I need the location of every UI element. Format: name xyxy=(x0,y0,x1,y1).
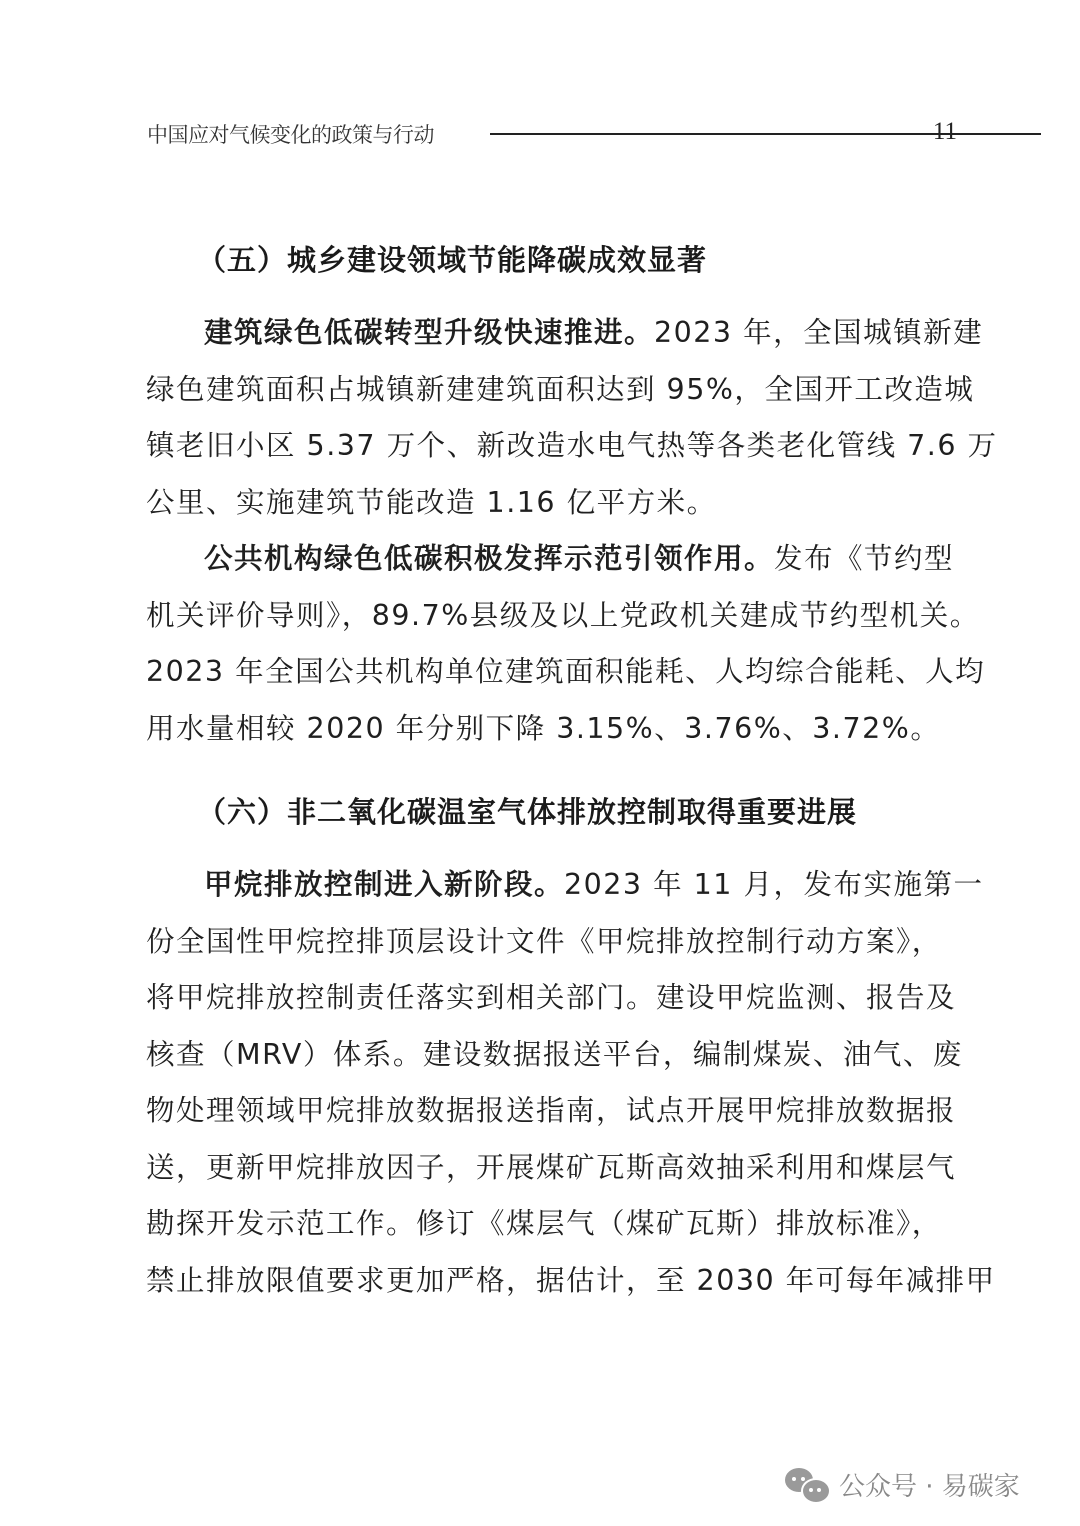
paragraph-line: 机关评价导则》，89.7%县级及以上党政机关建成节约型机关。 xyxy=(146,598,980,632)
paragraph-line: 甲烷排放控制进入新阶段。2023 年 11 月，发布实施第一 xyxy=(204,868,984,901)
paragraph-line: 物处理领域甲烷排放数据报送指南，试点开展甲烷排放数据报 xyxy=(146,1094,957,1127)
header-rule xyxy=(490,133,1041,135)
watermark xyxy=(785,1466,1020,1503)
paragraph-line: 份全国性甲烷控排顶层设计文件《甲烷排放控制行动方案》， xyxy=(146,924,942,958)
paragraph-line: 绿色建筑面积占城镇新建建筑面积达到 95%，全国开工改造城 xyxy=(146,372,975,406)
paragraph-line: 2023 年全国公共机构单位建筑面积能耗、人均综合能耗、人均 xyxy=(146,655,986,688)
section-heading-6: （六）非二氧化碳温室气体排放控制取得重要进展 xyxy=(197,795,858,829)
paragraph-public-institutions xyxy=(146,531,986,757)
watermark-text: 公众号 · 易碳家 xyxy=(839,1472,1020,1502)
paragraph-line: 送，更新甲烷排放因子，开展煤矿瓦斯高效抽采利用和煤层气 xyxy=(146,1150,957,1184)
paragraph-line: 公共机构绿色低碳积极发挥示范引领作用。发布《节约型 xyxy=(204,542,955,575)
paragraph-line: 将甲烷排放控制责任落实到相关部门。建设甲烷监测、报告及 xyxy=(146,981,957,1014)
paragraph-line: 镇老旧小区 5.37 万个、新改造水电气热等各类老化管线 7.6 万 xyxy=(146,429,998,462)
paragraph-methane-control xyxy=(146,857,996,1309)
running-title: 中国应对气候变化的政策与行动 xyxy=(147,123,434,147)
page-number: 11 xyxy=(932,118,957,145)
running-header xyxy=(147,116,957,152)
wechat-icon xyxy=(785,1468,829,1502)
paragraph-lead: 甲烷排放控制进入新阶段。 xyxy=(204,868,565,901)
paragraph-line: 核查（MRV）体系。建设数据报送平台，编制煤炭、油气、废 xyxy=(146,1037,963,1071)
paragraph-line: 禁止排放限值要求更加严格，据估计，至 2030 年可每年减排甲 xyxy=(146,1263,996,1297)
paragraph-green-buildings xyxy=(146,305,998,531)
paragraph-line: 公里、实施建筑节能改造 1.16 亿平方米。 xyxy=(146,485,717,519)
paragraph-lead: 建筑绿色低碳转型升级快速推进。 xyxy=(204,316,655,349)
paragraph-lead: 公共机构绿色低碳积极发挥示范引领作用。 xyxy=(204,542,775,575)
paragraph-line: 勘探开发示范工作。修订《煤层气（煤矿瓦斯）排放标准》， xyxy=(146,1207,942,1240)
section-heading-5: （五）城乡建设领域节能降碳成效显著 xyxy=(197,243,708,277)
paragraph-line: 建筑绿色低碳转型升级快速推进。2023 年，全国城镇新建 xyxy=(204,316,984,349)
paragraph-line: 用水量相较 2020 年分别下降 3.15%、3.76%、3.72%。 xyxy=(146,711,941,745)
